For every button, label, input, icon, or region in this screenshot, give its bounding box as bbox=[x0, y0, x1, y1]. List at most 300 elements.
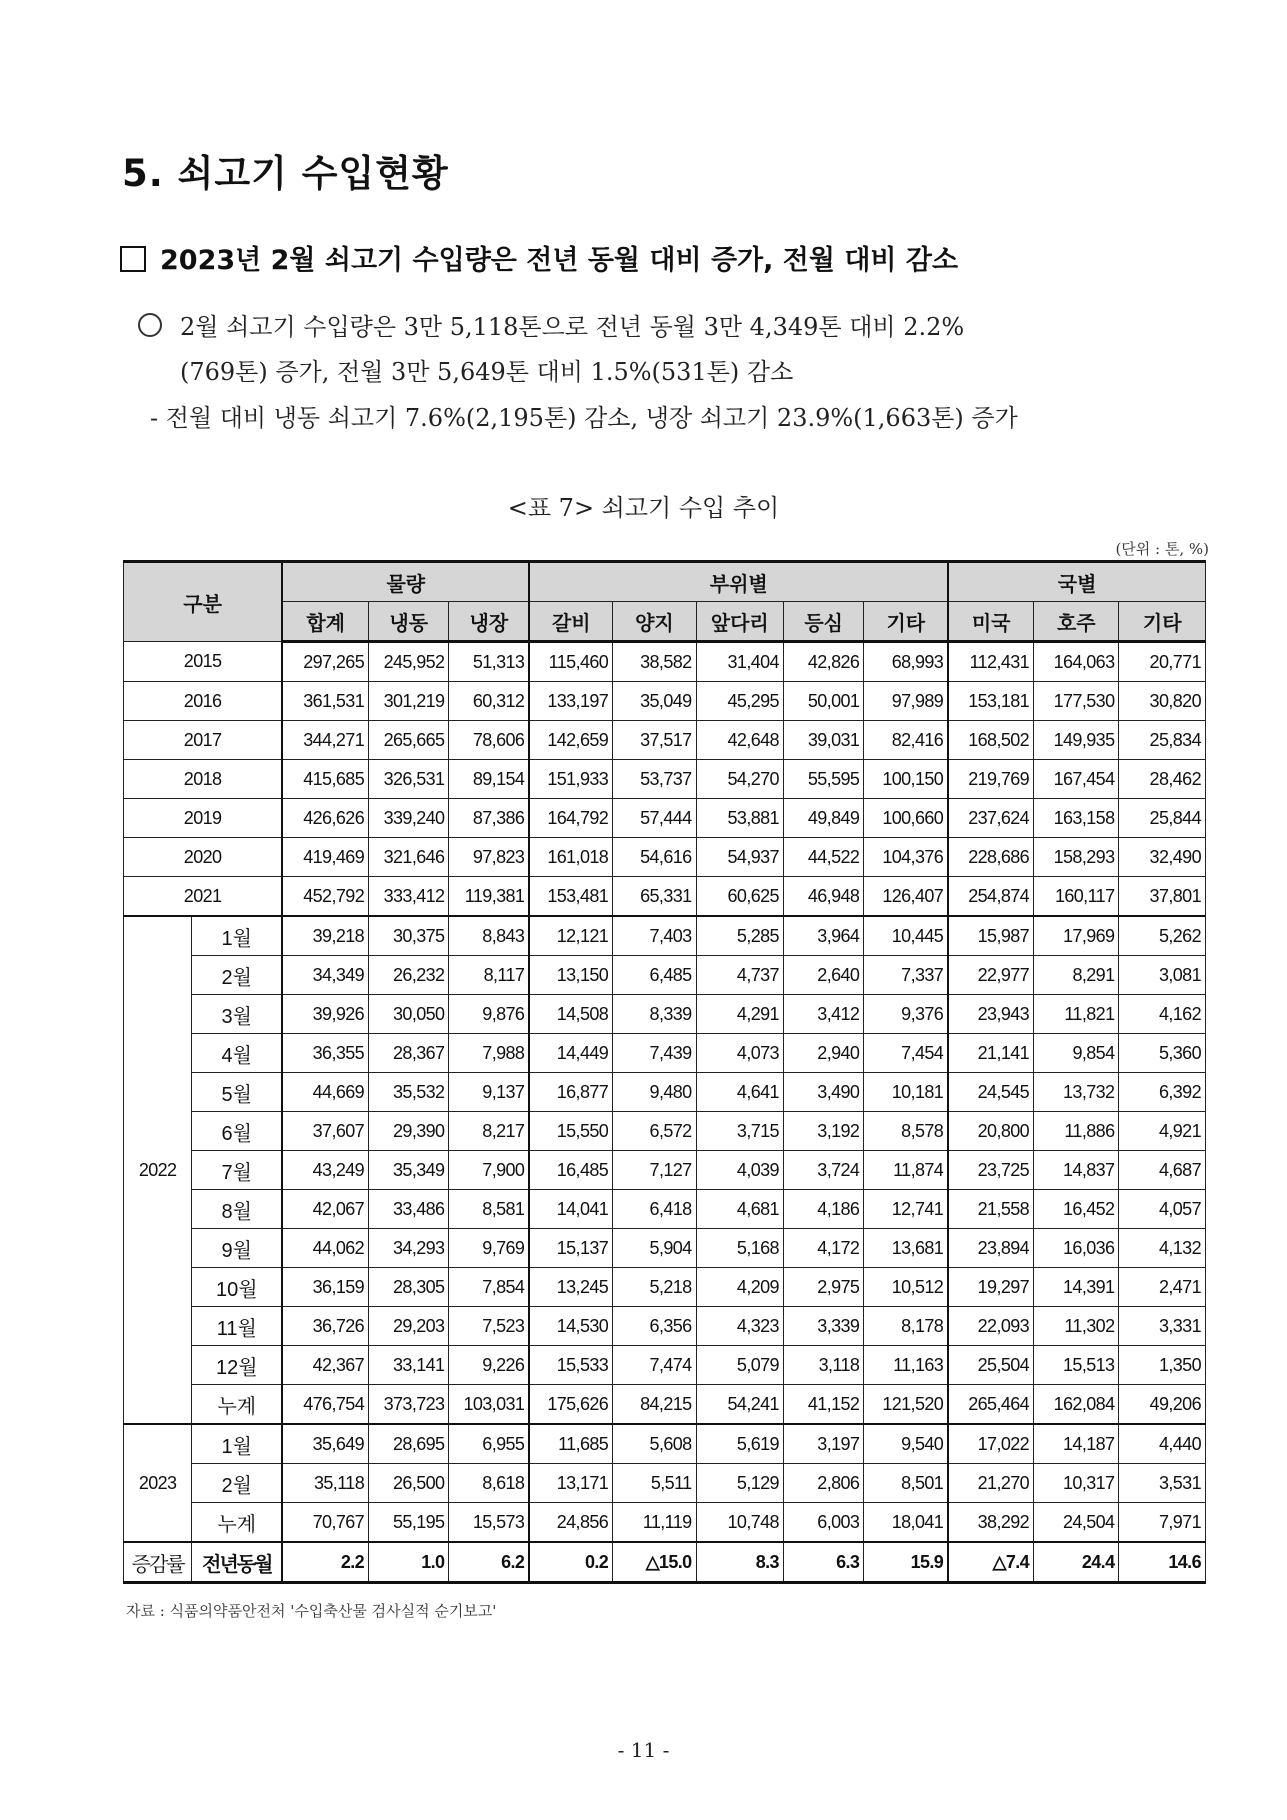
table-cell: 16,452 bbox=[1034, 1190, 1119, 1229]
table-cell: 42,367 bbox=[282, 1346, 368, 1385]
table-cell: 8,578 bbox=[864, 1112, 948, 1151]
month-label: 7월 bbox=[192, 1151, 282, 1190]
table-cell: 33,486 bbox=[369, 1190, 449, 1229]
month-label: 11월 bbox=[192, 1307, 282, 1346]
table-cell: 13,732 bbox=[1034, 1073, 1119, 1112]
table-cell: 28,462 bbox=[1119, 760, 1206, 799]
table-cell: 35,049 bbox=[613, 682, 696, 721]
table-cell: 14,837 bbox=[1034, 1151, 1119, 1190]
table-cell: 162,084 bbox=[1034, 1385, 1119, 1425]
table-cell: 3,724 bbox=[783, 1151, 863, 1190]
table-cell: 7,439 bbox=[613, 1034, 696, 1073]
table-cell: 265,665 bbox=[369, 721, 449, 760]
table-cell: 6,572 bbox=[613, 1112, 696, 1151]
paragraph-2: - 전월 대비 냉동 쇠고기 7.6%(2,195톤) 감소, 냉장 쇠고기 23.9%(1,663톤) 증가 bbox=[150, 404, 1018, 432]
table-cell: 4,737 bbox=[696, 956, 783, 995]
table-row bbox=[124, 721, 1206, 760]
table-cell: 5,360 bbox=[1119, 1034, 1206, 1073]
table-cell: 21,270 bbox=[948, 1464, 1033, 1503]
table-cell: 15.9 bbox=[864, 1542, 948, 1583]
table-cell: 16,877 bbox=[529, 1073, 612, 1112]
table-cell: 29,390 bbox=[369, 1112, 449, 1151]
table-cell: 54,241 bbox=[696, 1385, 783, 1425]
table-cell: 9,137 bbox=[449, 1073, 529, 1112]
table-cell: 44,522 bbox=[783, 838, 863, 877]
table-cell: 115,460 bbox=[529, 642, 612, 682]
table-cell: 5,079 bbox=[696, 1346, 783, 1385]
table-cell: 4,057 bbox=[1119, 1190, 1206, 1229]
table-cell: 161,018 bbox=[529, 838, 612, 877]
month-label: 5월 bbox=[192, 1073, 282, 1112]
table-cell: 14,530 bbox=[529, 1307, 612, 1346]
table-cell: 25,844 bbox=[1119, 799, 1206, 838]
table-cell: 301,219 bbox=[369, 682, 449, 721]
table-cell: 426,626 bbox=[282, 799, 368, 838]
table-cell: 4,440 bbox=[1119, 1424, 1206, 1464]
table-cell: 30,820 bbox=[1119, 682, 1206, 721]
table-cell: 42,067 bbox=[282, 1190, 368, 1229]
table-cell: 452,792 bbox=[282, 877, 368, 917]
paragraph-1-line-2: (769톤) 증가, 전월 3만 5,649톤 대비 1.5%(531톤) 감소 bbox=[180, 358, 794, 386]
table-cell: 7,127 bbox=[613, 1151, 696, 1190]
year-label: 2022 bbox=[124, 916, 192, 1424]
table-cell: 3,531 bbox=[1119, 1464, 1206, 1503]
table-cell: 3,412 bbox=[783, 995, 863, 1034]
table-cell: 10,181 bbox=[864, 1073, 948, 1112]
table-cell: 43,249 bbox=[282, 1151, 368, 1190]
table-cell: 12,121 bbox=[529, 916, 612, 956]
table-cell: 8.3 bbox=[696, 1542, 783, 1583]
table-cell: 26,232 bbox=[369, 956, 449, 995]
table-cell: 82,416 bbox=[864, 721, 948, 760]
table-cell: 373,723 bbox=[369, 1385, 449, 1425]
month-label: 8월 bbox=[192, 1190, 282, 1229]
table-cell: 57,444 bbox=[613, 799, 696, 838]
table-cell: 87,386 bbox=[449, 799, 529, 838]
table-cell: 68,993 bbox=[864, 642, 948, 682]
table-cell: 153,481 bbox=[529, 877, 612, 917]
table-cell: 50,001 bbox=[783, 682, 863, 721]
table-cell: 104,376 bbox=[864, 838, 948, 877]
header-group-part: 부위별 bbox=[529, 562, 948, 602]
table-row bbox=[124, 1424, 1206, 1464]
table-cell: 28,367 bbox=[369, 1034, 449, 1073]
table-cell: 5,218 bbox=[613, 1268, 696, 1307]
table-cell: 121,520 bbox=[864, 1385, 948, 1425]
table-cell: 7,337 bbox=[864, 956, 948, 995]
header-category: 구분 bbox=[124, 562, 283, 642]
table-cell: 3,490 bbox=[783, 1073, 863, 1112]
table-cell: 326,531 bbox=[369, 760, 449, 799]
header-col: 기타 bbox=[1119, 602, 1206, 642]
table-cell: 6,003 bbox=[783, 1503, 863, 1543]
page-number: - 11 - bbox=[617, 1738, 670, 1762]
table-cell: 30,050 bbox=[369, 995, 449, 1034]
headline bbox=[120, 238, 958, 277]
table-row bbox=[124, 1346, 1206, 1385]
table-cell: 3,964 bbox=[783, 916, 863, 956]
table-cell: 23,943 bbox=[948, 995, 1033, 1034]
table-row bbox=[124, 995, 1206, 1034]
table-cell: 163,158 bbox=[1034, 799, 1119, 838]
table-cell: 142,659 bbox=[529, 721, 612, 760]
table-cell: 20,771 bbox=[1119, 642, 1206, 682]
row-label: 2017 bbox=[124, 721, 283, 760]
table-cell: 6,418 bbox=[613, 1190, 696, 1229]
table-cell: 26,500 bbox=[369, 1464, 449, 1503]
table-cell: 65,331 bbox=[613, 877, 696, 917]
table-row bbox=[124, 1307, 1206, 1346]
table-cell: 100,150 bbox=[864, 760, 948, 799]
table-cell: 24.4 bbox=[1034, 1542, 1119, 1583]
table-row bbox=[124, 838, 1206, 877]
table-cell: 10,445 bbox=[864, 916, 948, 956]
table-cell: 15,550 bbox=[529, 1112, 612, 1151]
month-label: 10월 bbox=[192, 1268, 282, 1307]
table-cell: 54,616 bbox=[613, 838, 696, 877]
month-label: 3월 bbox=[192, 995, 282, 1034]
table-cell: 24,545 bbox=[948, 1073, 1033, 1112]
month-label: 6월 bbox=[192, 1112, 282, 1151]
table-cell: 49,206 bbox=[1119, 1385, 1206, 1425]
table-cell: 4,641 bbox=[696, 1073, 783, 1112]
table-cell: 25,834 bbox=[1119, 721, 1206, 760]
table-cell: 149,935 bbox=[1034, 721, 1119, 760]
table-cell: 12,741 bbox=[864, 1190, 948, 1229]
table-cell: 39,926 bbox=[282, 995, 368, 1034]
table-cell: 361,531 bbox=[282, 682, 368, 721]
table-cell: 344,271 bbox=[282, 721, 368, 760]
table-row bbox=[124, 1268, 1206, 1307]
table-cell: 5,608 bbox=[613, 1424, 696, 1464]
table-cell: 53,881 bbox=[696, 799, 783, 838]
table-cell: 4,209 bbox=[696, 1268, 783, 1307]
table-row bbox=[124, 682, 1206, 721]
table-cell: 44,669 bbox=[282, 1073, 368, 1112]
table-cell: 49,849 bbox=[783, 799, 863, 838]
table-row bbox=[124, 1190, 1206, 1229]
table-cell: 8,581 bbox=[449, 1190, 529, 1229]
table-cell: 9,540 bbox=[864, 1424, 948, 1464]
table-cell: 11,886 bbox=[1034, 1112, 1119, 1151]
table-cell: 153,181 bbox=[948, 682, 1033, 721]
table-cell: 119,381 bbox=[449, 877, 529, 917]
change-rate-row bbox=[124, 1542, 1206, 1583]
table-cell: 34,293 bbox=[369, 1229, 449, 1268]
table-cell: 2,640 bbox=[783, 956, 863, 995]
table-cell: 36,726 bbox=[282, 1307, 368, 1346]
table-cell: 55,595 bbox=[783, 760, 863, 799]
table-cell: 7,454 bbox=[864, 1034, 948, 1073]
table-cell: 151,933 bbox=[529, 760, 612, 799]
header-col: 냉동 bbox=[369, 602, 449, 642]
table-cell: 9,480 bbox=[613, 1073, 696, 1112]
table-cell: 17,969 bbox=[1034, 916, 1119, 956]
table-cell: 7,474 bbox=[613, 1346, 696, 1385]
table-cell: 10,317 bbox=[1034, 1464, 1119, 1503]
table-cell: 6,356 bbox=[613, 1307, 696, 1346]
table-cell: 5,129 bbox=[696, 1464, 783, 1503]
table-cell: 5,168 bbox=[696, 1229, 783, 1268]
table-cell: 97,989 bbox=[864, 682, 948, 721]
table-cell: 13,150 bbox=[529, 956, 612, 995]
month-label: 2월 bbox=[192, 1464, 282, 1503]
header-col: 양지 bbox=[613, 602, 696, 642]
row-label: 2015 bbox=[124, 642, 283, 682]
table-cell: △7.4 bbox=[948, 1542, 1033, 1583]
table-cell: 78,606 bbox=[449, 721, 529, 760]
table-row bbox=[124, 642, 1206, 682]
table-cell: 3,197 bbox=[783, 1424, 863, 1464]
table-cell: 30,375 bbox=[369, 916, 449, 956]
table-cell: 8,843 bbox=[449, 916, 529, 956]
table-cell: 37,801 bbox=[1119, 877, 1206, 917]
table-cell: 4,921 bbox=[1119, 1112, 1206, 1151]
table-cell: 254,874 bbox=[948, 877, 1033, 917]
table-cell: 168,502 bbox=[948, 721, 1033, 760]
header-col: 합계 bbox=[282, 602, 368, 642]
table-cell: 11,119 bbox=[613, 1503, 696, 1543]
table-cell: 5,262 bbox=[1119, 916, 1206, 956]
table-cell: 4,132 bbox=[1119, 1229, 1206, 1268]
month-label: 1월 bbox=[192, 1424, 282, 1464]
table-cell: 35,118 bbox=[282, 1464, 368, 1503]
table-cell: 2,471 bbox=[1119, 1268, 1206, 1307]
table-row bbox=[124, 877, 1206, 917]
table-cell: 35,532 bbox=[369, 1073, 449, 1112]
table-caption: <표 7> 쇠고기 수입 추이 bbox=[507, 494, 780, 522]
row-label: 2018 bbox=[124, 760, 283, 799]
change-rate-label: 증감률 bbox=[124, 1542, 192, 1583]
table-cell: 4,687 bbox=[1119, 1151, 1206, 1190]
table-cell: 321,646 bbox=[369, 838, 449, 877]
table-cell: 6.2 bbox=[449, 1542, 529, 1583]
table-cell: 14,508 bbox=[529, 995, 612, 1034]
table-cell: 8,217 bbox=[449, 1112, 529, 1151]
table-cell: 16,036 bbox=[1034, 1229, 1119, 1268]
table-cell: 8,339 bbox=[613, 995, 696, 1034]
month-label: 누계 bbox=[192, 1385, 282, 1425]
table-cell: 3,192 bbox=[783, 1112, 863, 1151]
table-cell: 9,226 bbox=[449, 1346, 529, 1385]
table-cell: 5,511 bbox=[613, 1464, 696, 1503]
table-row bbox=[124, 1464, 1206, 1503]
table-cell: 1.0 bbox=[369, 1542, 449, 1583]
table-cell: 265,464 bbox=[948, 1385, 1033, 1425]
table-cell: 17,022 bbox=[948, 1424, 1033, 1464]
table-cell: 16,485 bbox=[529, 1151, 612, 1190]
table-cell: 97,823 bbox=[449, 838, 529, 877]
table-cell: 84,215 bbox=[613, 1385, 696, 1425]
table-cell: 54,270 bbox=[696, 760, 783, 799]
table-cell: 3,339 bbox=[783, 1307, 863, 1346]
table-cell: 41,152 bbox=[783, 1385, 863, 1425]
table-cell: 45,295 bbox=[696, 682, 783, 721]
table-cell: 21,141 bbox=[948, 1034, 1033, 1073]
table-cell: 11,163 bbox=[864, 1346, 948, 1385]
table-cell: 32,490 bbox=[1119, 838, 1206, 877]
table-cell: 23,725 bbox=[948, 1151, 1033, 1190]
table-cell: 39,031 bbox=[783, 721, 863, 760]
paragraph-1-line-1 bbox=[138, 307, 964, 342]
table-cell: 175,626 bbox=[529, 1385, 612, 1425]
table-cell: 4,291 bbox=[696, 995, 783, 1034]
header-col: 미국 bbox=[948, 602, 1033, 642]
table-cell: 8,117 bbox=[449, 956, 529, 995]
table-cell: 14,449 bbox=[529, 1034, 612, 1073]
table-row bbox=[124, 1112, 1206, 1151]
table-cell: 112,431 bbox=[948, 642, 1033, 682]
table-cell: 35,649 bbox=[282, 1424, 368, 1464]
table-cell: 60,625 bbox=[696, 877, 783, 917]
table-cell: 7,854 bbox=[449, 1268, 529, 1307]
table-cell: 29,203 bbox=[369, 1307, 449, 1346]
month-label: 누계 bbox=[192, 1503, 282, 1543]
table-cell: 23,894 bbox=[948, 1229, 1033, 1268]
table-cell: 33,141 bbox=[369, 1346, 449, 1385]
table-cell: 6,392 bbox=[1119, 1073, 1206, 1112]
table-cell: 219,769 bbox=[948, 760, 1033, 799]
headline-text: 2023년 2월 쇠고기 수입량은 전년 동월 대비 증가, 전월 대비 감소 bbox=[160, 245, 959, 276]
table-cell: 7,988 bbox=[449, 1034, 529, 1073]
month-label: 12월 bbox=[192, 1346, 282, 1385]
row-label: 2019 bbox=[124, 799, 283, 838]
checkbox-square-icon bbox=[120, 246, 146, 272]
table-cell: 22,093 bbox=[948, 1307, 1033, 1346]
table-cell: 24,856 bbox=[529, 1503, 612, 1543]
table-cell: 4,073 bbox=[696, 1034, 783, 1073]
circle-bullet-icon bbox=[138, 313, 162, 337]
header-col: 앞다리 bbox=[696, 602, 783, 642]
table-cell: 126,407 bbox=[864, 877, 948, 917]
table-cell: 0.2 bbox=[529, 1542, 612, 1583]
beef-import-table bbox=[123, 560, 1206, 1584]
header-col: 기타 bbox=[864, 602, 948, 642]
table-cell: 167,454 bbox=[1034, 760, 1119, 799]
table-cell: 8,178 bbox=[864, 1307, 948, 1346]
table-cell: 4,186 bbox=[783, 1190, 863, 1229]
header-col: 냉장 bbox=[449, 602, 529, 642]
year-label: 2023 bbox=[124, 1424, 192, 1542]
table-cell: 55,195 bbox=[369, 1503, 449, 1543]
month-label: 4월 bbox=[192, 1034, 282, 1073]
table-cell: 419,469 bbox=[282, 838, 368, 877]
table-cell: 15,573 bbox=[449, 1503, 529, 1543]
table-cell: 37,607 bbox=[282, 1112, 368, 1151]
table-cell: △15.0 bbox=[613, 1542, 696, 1583]
table-cell: 18,041 bbox=[864, 1503, 948, 1543]
table-cell: 15,533 bbox=[529, 1346, 612, 1385]
table-cell: 5,285 bbox=[696, 916, 783, 956]
table-cell: 7,403 bbox=[613, 916, 696, 956]
header-col: 갈비 bbox=[529, 602, 612, 642]
table-cell: 476,754 bbox=[282, 1385, 368, 1425]
table-cell: 11,302 bbox=[1034, 1307, 1119, 1346]
table-cell: 31,404 bbox=[696, 642, 783, 682]
table-cell: 6,955 bbox=[449, 1424, 529, 1464]
table-cell: 8,501 bbox=[864, 1464, 948, 1503]
table-cell: 2,940 bbox=[783, 1034, 863, 1073]
month-label: 1월 bbox=[192, 916, 282, 956]
table-cell: 37,517 bbox=[613, 721, 696, 760]
table-cell: 19,297 bbox=[948, 1268, 1033, 1307]
table-cell: 51,313 bbox=[449, 642, 529, 682]
table-cell: 7,971 bbox=[1119, 1503, 1206, 1543]
table-cell: 15,137 bbox=[529, 1229, 612, 1268]
table-cell: 1,350 bbox=[1119, 1346, 1206, 1385]
header-group-volume: 물량 bbox=[282, 562, 529, 602]
table-cell: 11,821 bbox=[1034, 995, 1119, 1034]
table-cell: 4,681 bbox=[696, 1190, 783, 1229]
table-cell: 237,624 bbox=[948, 799, 1033, 838]
table-cell: 42,826 bbox=[783, 642, 863, 682]
table-cell: 415,685 bbox=[282, 760, 368, 799]
table-cell: 15,987 bbox=[948, 916, 1033, 956]
unit-note: (단위 : 톤, %) bbox=[1115, 540, 1209, 558]
table-cell: 2,975 bbox=[783, 1268, 863, 1307]
table-cell: 9,769 bbox=[449, 1229, 529, 1268]
table-cell: 35,349 bbox=[369, 1151, 449, 1190]
section-title: 5. 쇠고기 수입현황 bbox=[122, 152, 449, 195]
table-row bbox=[124, 1034, 1206, 1073]
table-cell: 14,187 bbox=[1034, 1424, 1119, 1464]
table-cell: 9,854 bbox=[1034, 1034, 1119, 1073]
table-row bbox=[124, 1073, 1206, 1112]
table-cell: 21,558 bbox=[948, 1190, 1033, 1229]
table-cell: 6,485 bbox=[613, 956, 696, 995]
table-cell: 13,171 bbox=[529, 1464, 612, 1503]
table-cell: 4,323 bbox=[696, 1307, 783, 1346]
table-cell: 6.3 bbox=[783, 1542, 863, 1583]
table-cell: 5,904 bbox=[613, 1229, 696, 1268]
table-cell: 54,937 bbox=[696, 838, 783, 877]
table-cell: 11,685 bbox=[529, 1424, 612, 1464]
table-cell: 11,874 bbox=[864, 1151, 948, 1190]
table-cell: 36,159 bbox=[282, 1268, 368, 1307]
table-cell: 100,660 bbox=[864, 799, 948, 838]
table-row bbox=[124, 956, 1206, 995]
table-cell: 22,977 bbox=[948, 956, 1033, 995]
table-cell: 28,695 bbox=[369, 1424, 449, 1464]
same-month-label: 전년동월 bbox=[192, 1542, 282, 1583]
table-cell: 7,900 bbox=[449, 1151, 529, 1190]
header-group-country: 국별 bbox=[948, 562, 1205, 602]
table-cell: 3,118 bbox=[783, 1346, 863, 1385]
table-row bbox=[124, 1229, 1206, 1268]
table-cell: 245,952 bbox=[369, 642, 449, 682]
table-cell: 8,618 bbox=[449, 1464, 529, 1503]
table-cell: 28,305 bbox=[369, 1268, 449, 1307]
table-cell: 60,312 bbox=[449, 682, 529, 721]
table-cell: 46,948 bbox=[783, 877, 863, 917]
table-cell: 103,031 bbox=[449, 1385, 529, 1425]
table-cell: 10,512 bbox=[864, 1268, 948, 1307]
paragraph-1-text: 2월 쇠고기 수입량은 3만 5,118톤으로 전년 동월 3만 4,349톤 대비 2.2% bbox=[180, 313, 965, 341]
table-cell: 3,715 bbox=[696, 1112, 783, 1151]
table-cell: 25,504 bbox=[948, 1346, 1033, 1385]
month-label: 9월 bbox=[192, 1229, 282, 1268]
table-cell: 4,172 bbox=[783, 1229, 863, 1268]
table-cell: 14,041 bbox=[529, 1190, 612, 1229]
table-cell: 15,513 bbox=[1034, 1346, 1119, 1385]
table-row bbox=[124, 916, 1206, 956]
table-cell: 44,062 bbox=[282, 1229, 368, 1268]
table-cell: 7,523 bbox=[449, 1307, 529, 1346]
header-col: 호주 bbox=[1034, 602, 1119, 642]
row-label: 2020 bbox=[124, 838, 283, 877]
table-cell: 89,154 bbox=[449, 760, 529, 799]
table-cell: 9,376 bbox=[864, 995, 948, 1034]
